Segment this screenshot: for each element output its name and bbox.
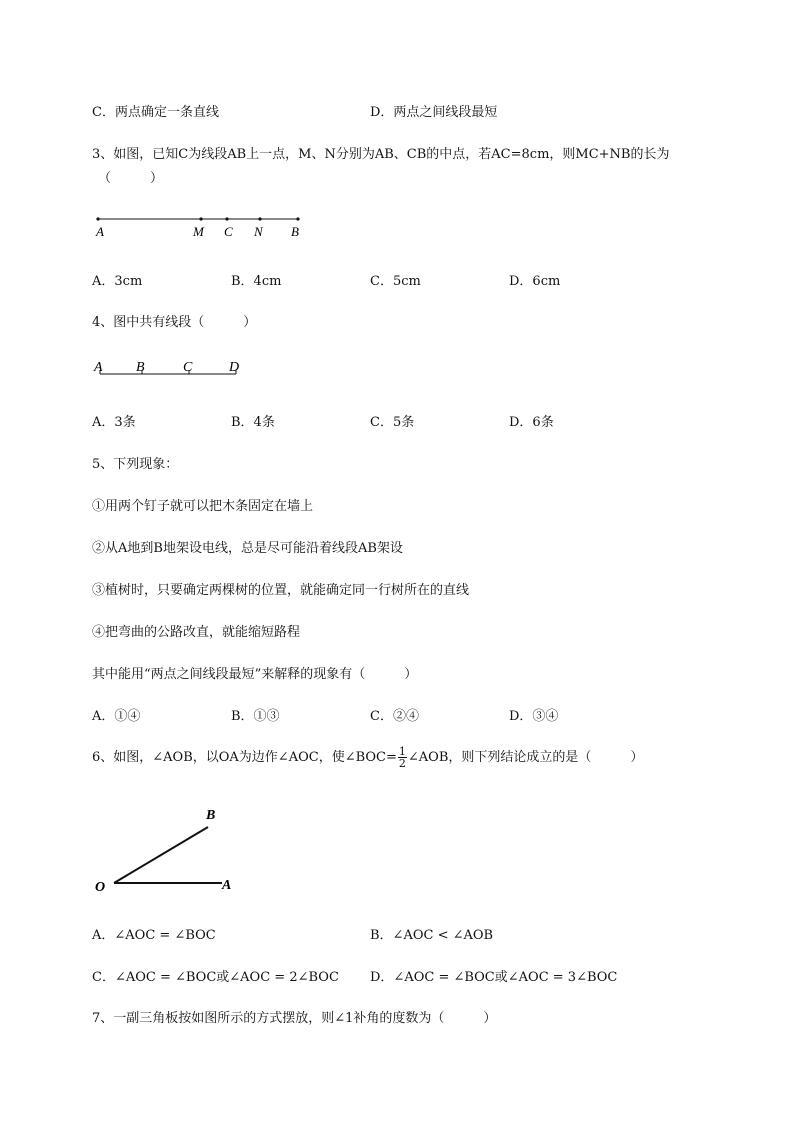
q6-stem-part2: ∠AOB，则下列结论成立的是（ ） (407, 750, 644, 765)
q6-fraction (398, 746, 407, 769)
q6-option-d: D．∠AOC = ∠BOC或∠AOC = 3∠BOC (370, 970, 618, 985)
q6-stem (92, 746, 643, 769)
q5-item-2: ②从A地到B地架设电线，总是尽可能沿着线段AB架设 (92, 541, 403, 556)
q5-stem: 5、下列现象： (92, 457, 179, 472)
q2-option-d: D．两点之间线段最短 (370, 105, 498, 120)
ray-ob (114, 827, 208, 883)
q6-frac-denominator: 2 (398, 757, 406, 770)
label-n: N (254, 224, 263, 239)
label-a: A (96, 224, 104, 239)
q3-figure (90, 210, 310, 240)
q4-option-c: C．5条 (370, 415, 415, 430)
q6-option-a: A．∠AOC = ∠BOC (92, 928, 216, 943)
q3-option-d: D．6cm (509, 274, 561, 289)
q3-stem: 3、如图，已知C为线段AB上一点，M、N分别为AB、CB的中点，若AC=8cm，则MC+NB的长为 (92, 147, 670, 162)
q5-option-b: B．①③ (231, 709, 280, 724)
q4-figure (90, 355, 250, 381)
q3-blank: （ ） (98, 171, 164, 186)
q5-item-3: ③植树时，只要确定两棵树的位置，就能确定同一行树所在的直线 (92, 583, 470, 598)
q5-option-c: C．②④ (370, 709, 419, 724)
q4-option-a: A．3条 (92, 415, 136, 430)
q6-frac-numerator: 1 (398, 745, 406, 758)
q3-option-b: B．4cm (231, 274, 282, 289)
label-a: A (94, 360, 103, 375)
q6-option-b: B．∠AOC < ∠AOB (370, 928, 494, 943)
label-b: B (136, 360, 145, 375)
q5-item-1: ①用两个钉子就可以把木条固定在墙上 (92, 499, 314, 514)
q5-option-a: A．①④ (92, 709, 141, 724)
point-m (199, 217, 202, 220)
label-b: B (206, 808, 216, 823)
q6-stem-part1: 6、如图，∠AOB，以OA为边作∠AOC，使∠BOC= (92, 750, 397, 765)
point-c (225, 217, 228, 220)
q3-option-a: A．3cm (92, 274, 143, 289)
label-b: B (291, 224, 299, 239)
point-b (296, 217, 299, 220)
q4-option-d: D．6条 (509, 415, 554, 430)
q5-question: 其中能用“两点之间线段最短”来解释的现象有（ ） (92, 667, 418, 682)
point-n (258, 217, 261, 220)
q3-option-c: C．5cm (370, 274, 421, 289)
label-d: D (229, 360, 240, 375)
label-m: M (193, 224, 204, 239)
q5-option-d: D．③④ (509, 709, 559, 724)
q2-option-c: C．两点确定一条直线 (92, 105, 219, 120)
label-a: A (222, 878, 232, 893)
label-c: C (183, 360, 193, 375)
label-c: C (224, 224, 233, 239)
label-o: O (95, 880, 106, 895)
q6-figure (90, 800, 250, 900)
q4-option-b: B．4条 (231, 415, 275, 430)
q6-option-c: C．∠AOC = ∠BOC或∠AOC = 2∠BOC (92, 970, 339, 985)
q5-item-4: ④把弯曲的公路改直，就能缩短路程 (92, 625, 301, 640)
q7-stem: 7、一副三角板按如图所示的方式摆放，则∠1补角的度数为（ ） (92, 1011, 497, 1026)
point-a (96, 217, 99, 220)
q4-stem: 4、图中共有线段（ ） (92, 315, 257, 330)
